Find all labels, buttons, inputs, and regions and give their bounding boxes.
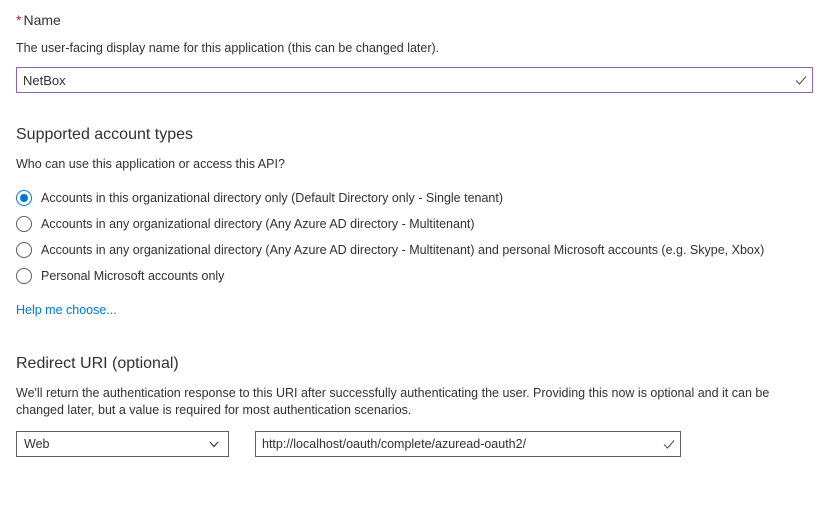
redirect-uri-title: Redirect URI (optional) [16, 355, 179, 372]
radio-option-personal-only[interactable] [16, 263, 813, 289]
checkmark-icon [790, 68, 812, 92]
radio-label-personal-only: Personal Microsoft accounts only [41, 268, 225, 283]
redirect-uri-input[interactable] [256, 432, 658, 456]
radio-option-single-tenant[interactable] [16, 185, 813, 211]
radio-label-multitenant-personal: Accounts in any organizational directory (Any Azure AD directory - Multitenant) and personal Microsoft accounts (e.g. Skype, Xbox) [41, 242, 765, 257]
radio-label-single-tenant: Accounts in this organizational directory only (Default Directory only - Single tenant) [41, 190, 504, 205]
name-input[interactable] [17, 68, 790, 92]
redirect-uri-section [16, 353, 813, 457]
radio-button-single-tenant[interactable] [16, 190, 32, 206]
account-types-radio-group [16, 185, 813, 289]
radio-button-personal-only[interactable] [16, 268, 32, 284]
name-section [16, 10, 813, 93]
name-label [16, 10, 813, 30]
account-types-description: Who can use this application or access this API? [16, 157, 285, 171]
chevron-down-icon [208, 438, 220, 450]
radio-button-multitenant[interactable] [16, 216, 32, 232]
redirect-uri-row [16, 431, 813, 457]
radio-label-multitenant: Accounts in any organizational directory (Any Azure AD directory - Multitenant) [41, 216, 475, 231]
radio-button-multitenant-personal[interactable] [16, 242, 32, 258]
checkmark-icon-redirect [658, 432, 680, 456]
help-me-choose-link[interactable]: Help me choose... [16, 303, 117, 317]
account-types-title: Supported account types [16, 126, 194, 143]
name-label-text: Name [23, 12, 61, 28]
supported-account-types-section [16, 124, 813, 317]
radio-option-multitenant-personal[interactable] [16, 237, 813, 263]
name-description: The user-facing display name for this application (this can be changed later). [16, 41, 440, 55]
redirect-uri-input-wrapper[interactable] [255, 431, 681, 457]
redirect-uri-description: We'll return the authentication response to this URI after successfully authenticating the user. Providing this now is optional and it can be changed later, but a value is required for most authentication scenarios. [16, 386, 770, 417]
platform-select[interactable] [16, 431, 229, 457]
name-input-wrapper[interactable] [16, 67, 813, 93]
radio-option-multitenant[interactable] [16, 211, 813, 237]
platform-select-value: Web [24, 437, 50, 451]
required-asterisk: * [16, 12, 22, 28]
